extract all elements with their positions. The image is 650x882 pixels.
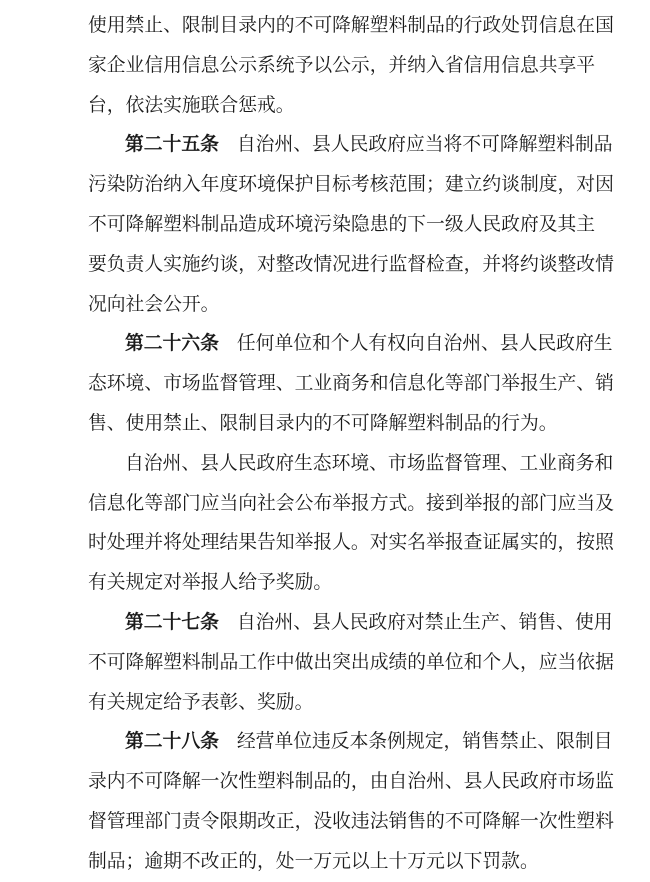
article-27 <box>88 603 614 722</box>
text-line: 自治州、县人民政府生态环境、市场监督管理、工业商务和 <box>125 452 614 474</box>
paragraph-penalty-publicity <box>88 6 614 125</box>
article-26 <box>88 324 614 443</box>
article-28 <box>88 722 614 881</box>
article-26-paragraph-2 <box>88 444 614 603</box>
article-text: 经营单位违反本条例规定，销售禁止、限制目 <box>236 731 613 753</box>
article-heading: 第二十六条 <box>125 333 219 355</box>
text-line: 不可降解塑料制品工作中做出突出成绩的单位和个人，应当依据 <box>88 651 614 673</box>
text-line: 售、使用禁止、限制目录内的不可降解塑料制品的行为。 <box>88 412 558 434</box>
document-page <box>88 6 614 882</box>
text-line: 使用禁止、限制目录内的不可降解塑料制品的行政处罚信息在国 <box>88 15 614 36</box>
text-line: 况向社会公开。 <box>88 293 220 315</box>
text-line: 不可降解塑料制品造成环境污染隐患的下一级人民政府及其主 <box>88 213 596 235</box>
text-line: 督管理部门责令限期改正，没收违法销售的不可降解一次性塑料 <box>88 810 614 832</box>
text-line: 有关规定给予表彰、奖励。 <box>88 691 314 713</box>
text-line: 有关规定对举报人给予奖励。 <box>88 572 333 594</box>
text-line <box>88 603 613 643</box>
text-line: 污染防治纳入年度环境保护目标考核范围；建立约谈制度，对因 <box>88 174 614 196</box>
text-line: 家企业信用信息公示系统予以公示，并纳入省信用信息共享平 <box>88 54 596 76</box>
text-line: 要负责人实施约谈，对整改情况进行监督检查，并将约谈整改情 <box>88 253 614 275</box>
text-line <box>88 125 613 165</box>
text-line: 录内不可降解一次性塑料制品的，由自治州、县人民政府市场监 <box>88 771 614 793</box>
article-text: 任何单位和个人有权向自治州、县人民政府生 <box>236 333 613 355</box>
text-line: 态环境、市场监督管理、工业商务和信息化等部门举报生产、销 <box>88 373 614 395</box>
article-text: 自治州、县人民政府对禁止生产、销售、使用 <box>236 611 613 633</box>
text-line: 台，依法实施联合惩戒。 <box>88 94 295 116</box>
article-heading: 第二十八条 <box>125 731 219 753</box>
text-line <box>88 722 613 762</box>
article-text: 自治州、县人民政府应当将不可降解塑料制品 <box>236 134 613 156</box>
text-line: 制品；逾期不改正的，处一万元以上十万元以下罚款。 <box>88 850 539 872</box>
article-25 <box>88 125 614 324</box>
text-line: 信息化等部门应当向社会公布举报方式。接到举报的部门应当及 <box>88 492 614 514</box>
article-heading: 第二十七条 <box>125 611 219 633</box>
article-heading: 第二十五条 <box>125 134 219 156</box>
text-line <box>88 324 613 364</box>
text-line: 时处理并将处理结果告知举报人。对实名举报查证属实的，按照 <box>88 532 614 554</box>
